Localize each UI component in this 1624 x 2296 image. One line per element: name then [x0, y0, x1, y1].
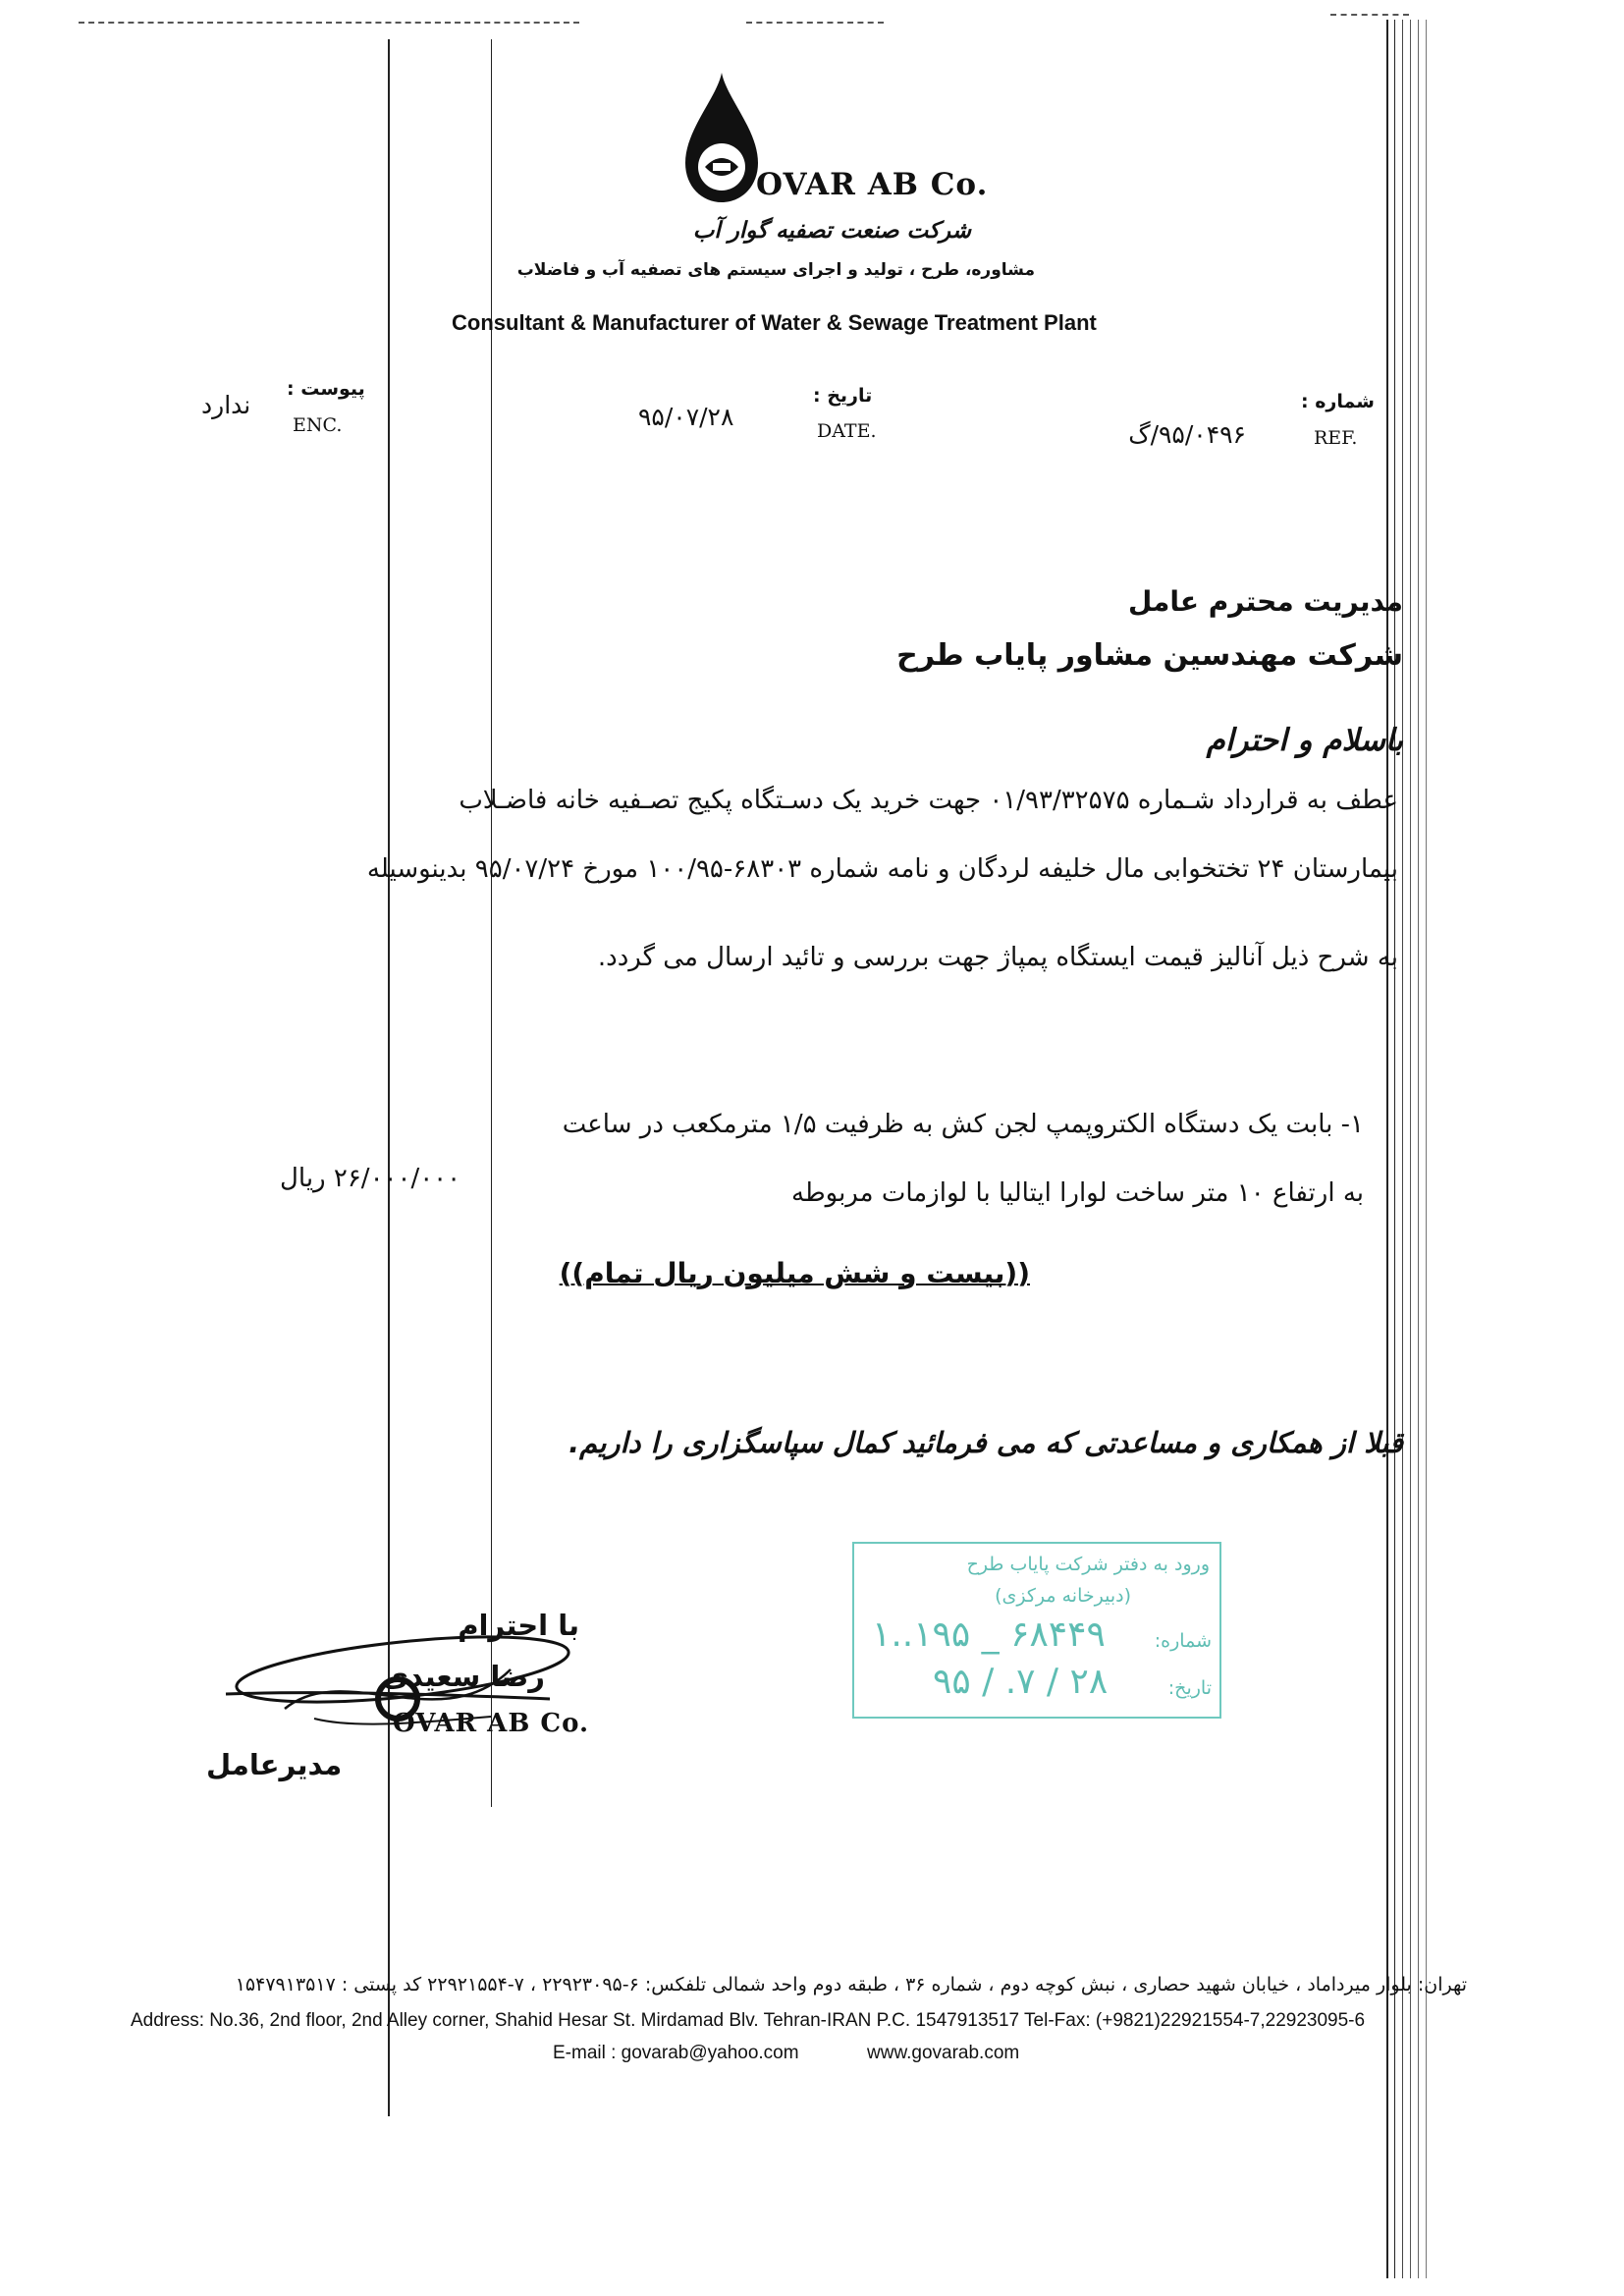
- stamp-number-label: شماره:: [1154, 1630, 1212, 1652]
- scan-artifact-top-mid: [746, 22, 884, 24]
- greeting: باسلام و احترام: [1206, 723, 1403, 758]
- signature-title: مدیرعامل: [206, 1748, 343, 1781]
- footer-address-fa: تهران: بلوار میرداماد ، خیابان شهید حصاری ، نبش کوچه دوم ، شماره ۳۶ ، طبقه دوم واحد شمالی تلفکس: ۶-۲۲۹۲۳۰۹۵ ، ۷-۲۲۹۲۱۵۵۴ کد پستی : ۱۵۴۷۹۱۳۵۱۷: [235, 1974, 1467, 1995]
- item-line-1: ۱- بابت یک دستگاه الکتروپمپ لجن کش به ظرفیت ۱/۵ مترمکعب در ساعت: [562, 1110, 1364, 1139]
- stamp-number-value: ۱..۱۹۵ _ ۶۸۴۴۹: [872, 1614, 1106, 1655]
- enc-label-en: ENC.: [293, 414, 343, 436]
- stamp-date-value: ۹۵ / .۷ / ۲۸: [933, 1662, 1109, 1702]
- recipient-line-2: شرکت مهندسین مشاور پایاب طرح: [896, 638, 1403, 673]
- ref-label-en: REF.: [1314, 427, 1358, 449]
- subtitle-en: Consultant & Manufacturer of Water & Sewage Treatment Plant: [452, 310, 1097, 335]
- subtitle-fa: مشاوره، طرح ، تولید و اجرای سیستم های تصفیه آب و فاضلاب: [516, 260, 1035, 280]
- scan-artifact-top-left: [79, 22, 579, 24]
- signature-block: [196, 1601, 589, 1827]
- company-name: OVAR AB Co.: [756, 167, 989, 202]
- scan-line-right-6: [1426, 20, 1427, 2278]
- date-value: ۹۵/۰۷/۲۸: [638, 403, 734, 431]
- ref-value: ۹۵/۰۴۹۶/گ: [1128, 420, 1246, 449]
- drop-logo-icon: [677, 69, 766, 206]
- ref-label-fa: شماره :: [1301, 391, 1375, 412]
- receipt-stamp: [852, 1542, 1221, 1719]
- scan-line-right-3: [1402, 20, 1403, 2278]
- stamp-subtitle: (دبیرخانه مرکزی): [995, 1585, 1131, 1607]
- body-line-2: بیمارستان ۲۴ تختخوابی مال خلیفه لردگان و نامه شماره ۶۸۳۰۳-۱۰۰/۹۵ مورخ ۹۵/۰۷/۲۴ بدینوسیله: [366, 854, 1398, 884]
- scan-line-mid: [491, 39, 492, 1807]
- signature-regards: با احترام: [458, 1609, 579, 1642]
- stamp-title: ورود به دفتر شرکت پایاب طرح: [966, 1554, 1210, 1575]
- item-amount-words: ((بیست و شش میلیون ریال تمام)): [559, 1257, 1030, 1289]
- stamp-date-label: تاریخ:: [1167, 1677, 1212, 1699]
- body-line-3: به شرح ذیل آنالیز قیمت ایستگاه پمپاژ جهت بررسی و تائید ارسال می گردد.: [597, 943, 1398, 972]
- scan-artifact-top-right: [1330, 14, 1409, 16]
- signature-name: رضا سعیدی: [382, 1660, 545, 1693]
- date-label-fa: تاریخ :: [813, 385, 873, 407]
- company-name-fa: شرکت صنعت تصفیه گوار آب: [692, 218, 971, 244]
- footer-email: E-mail : govarab@yahoo.com: [553, 2043, 799, 2063]
- scan-line-right-4: [1410, 20, 1411, 2278]
- scan-line-right-1: [1386, 20, 1388, 2278]
- enc-value: ندارد: [201, 391, 251, 419]
- body-line-1: عطف به قرارداد شـماره ۰۱/۹۳/۳۲۵۷۵ جهت خرید یک دسـتگاه پکیج تصـفیه خانه فاضـلاب: [459, 786, 1398, 815]
- footer-address-en: Address: No.36, 2nd floor, 2nd Alley corner, Shahid Hesar St. Mirdamad Blv. Tehran-IRAN P.C. 1547913517 Tel-Fax: (+9821)22921554-7,22923095-6: [131, 2010, 1366, 2031]
- date-label-en: DATE.: [817, 420, 877, 442]
- item-amount: ۲۶/۰۰۰/۰۰۰ ریال: [280, 1164, 461, 1193]
- scan-line-right-5: [1418, 20, 1419, 2278]
- scan-line-right-2: [1394, 20, 1395, 2278]
- closing-text: قبلا از همکاری و مساعدتی که می فرمائید کمال سپاسگزاری را داریم.: [568, 1426, 1403, 1459]
- signature-company-stamp: OVAR AB Co.: [393, 1709, 590, 1738]
- footer-website: www.govarab.com: [867, 2043, 1020, 2063]
- item-line-2: به ارتفاع ۱۰ متر ساخت لوارا ایتالیا با لوازمات مربوطه: [791, 1178, 1364, 1208]
- enc-label-fa: پیوست :: [287, 378, 365, 400]
- recipient-line-1: مدیریت محترم عامل: [1128, 585, 1403, 618]
